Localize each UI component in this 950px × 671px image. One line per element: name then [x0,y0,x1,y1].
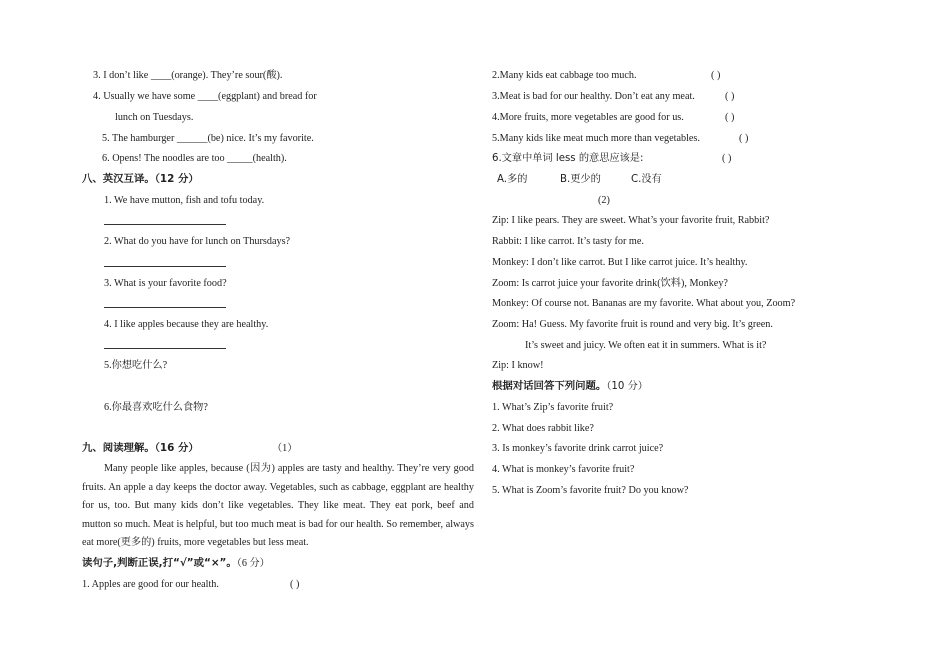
judge-item-4: 4.More fruits, more vegetables are good for us. [492,112,684,123]
reading-passage-text: Many people like apples, because (因为) apples are tasty and healthy. They’re very good fruits. An apple a day keeps the doctor away. Vegetables, such as cabbage, eggplant are healthy for us, too. But many kids don’t like vegetables. They like meat. They eat pork, beef and mutton so much. Meat is helpful, but too much meat is bad for our health. So remember, always eat more(更多的) fruits, more vegetables but less meat. [82,463,474,549]
fill-item-4-cont: lunch on Tuesdays. [115,112,194,123]
translate-item-2: 2. What do you have for lunch on Thursdays? [104,236,291,247]
section-9-part-2: (2) [598,195,610,206]
question-6: 6.文章中单词 less 的意思应该是: [492,153,644,164]
judge-paren-3[interactable]: ( ) [725,91,735,102]
judge-instruction [82,557,270,570]
option-b: B.更少的 [560,174,601,185]
answer-line-1[interactable] [104,224,226,225]
option-a: A.多的 [497,174,528,185]
judge-paren-2[interactable]: ( ) [711,70,721,81]
answer-score: （10 分） [606,381,648,392]
translate-item-3: 3. What is your favorite food? [104,278,227,289]
fill-item-3: 3. I don’t like ____(orange). They’re sour(酸). [93,70,283,81]
fill-item-5: 5. The hamburger ______(be) nice. It’s my favorite. [102,133,314,144]
answer-line-3[interactable] [104,307,226,308]
section-9-part-1: （1） [272,443,298,454]
judge-paren-6[interactable]: ( ) [722,153,732,164]
dialogue-line-6: Zoom: Ha! Guess. My favorite fruit is round and very big. It’s green. [492,319,773,330]
dialogue-line-2: Rabbit: I like carrot. It’s tasty for me. [492,236,644,247]
dialogue-line-7: Zip: I know! [492,360,544,371]
judge-item-2: 2.Many kids eat cabbage too much. [492,70,637,81]
option-c: C.没有 [631,174,662,185]
dialogue-line-1: Zip: I like pears. They are sweet. What’s your favorite fruit, Rabbit? [492,215,770,226]
question-5: 5. What is Zoom’s favorite fruit? Do you know? [492,485,689,496]
judge-item-3: 3.Meat is bad for our healthy. Don’t eat any meat. [492,91,695,102]
reading-passage [82,460,474,553]
translate-item-6: 6.你最喜欢吃什么食物? [104,402,208,413]
answer-line-4[interactable] [104,348,226,349]
judge-paren-1[interactable]: ( ) [290,579,300,590]
judge-score: （6 分） [236,558,270,569]
question-3: 3. Is monkey’s favorite drink carrot juice? [492,443,664,454]
dialogue-line-6-cont: It’s sweet and juicy. We often eat it in summers. What is it? [525,340,767,351]
judge-paren-5[interactable]: ( ) [739,133,749,144]
translate-item-5: 5.你想吃什么? [104,360,168,371]
answer-title: 根据对话回答下列问题。 [492,380,607,392]
answer-line-2[interactable] [104,266,226,267]
judge-title: 读句子,判断正误,打“√”或“×”。 [82,557,237,569]
translate-item-1: 1. We have mutton, fish and tofu today. [104,195,265,206]
fill-item-4: 4. Usually we have some ____(eggplant) and bread for [93,91,317,102]
translate-item-4: 4. I like apples because they are healthy. [104,319,269,330]
question-1: 1. What’s Zip’s favorite fruit? [492,402,614,413]
judge-item-1: 1. Apples are good for our health. [82,579,219,590]
dialogue-line-5: Monkey: Of course not. Bananas are my favorite. What about you, Zoom? [492,298,796,309]
judge-item-5: 5.Many kids like meat much more than vegetables. [492,133,700,144]
question-2: 2. What does rabbit like? [492,423,594,434]
judge-paren-4[interactable]: ( ) [725,112,735,123]
dialogue-line-4: Zoom: Is carrot juice your favorite drink(饮料), Monkey? [492,278,728,289]
section-8-title: 八、英汉互译。（12 分） [82,173,199,185]
question-4: 4. What is monkey’s favorite fruit? [492,464,635,475]
fill-item-6: 6. Opens! The noodles are too _____(health). [102,153,287,164]
dialogue-line-3: Monkey: I don’t like carrot. But I like carrot juice. It’s healthy. [492,257,748,268]
answer-instruction [492,380,648,393]
section-9-title: 九、阅读理解。（16 分） [82,442,199,454]
